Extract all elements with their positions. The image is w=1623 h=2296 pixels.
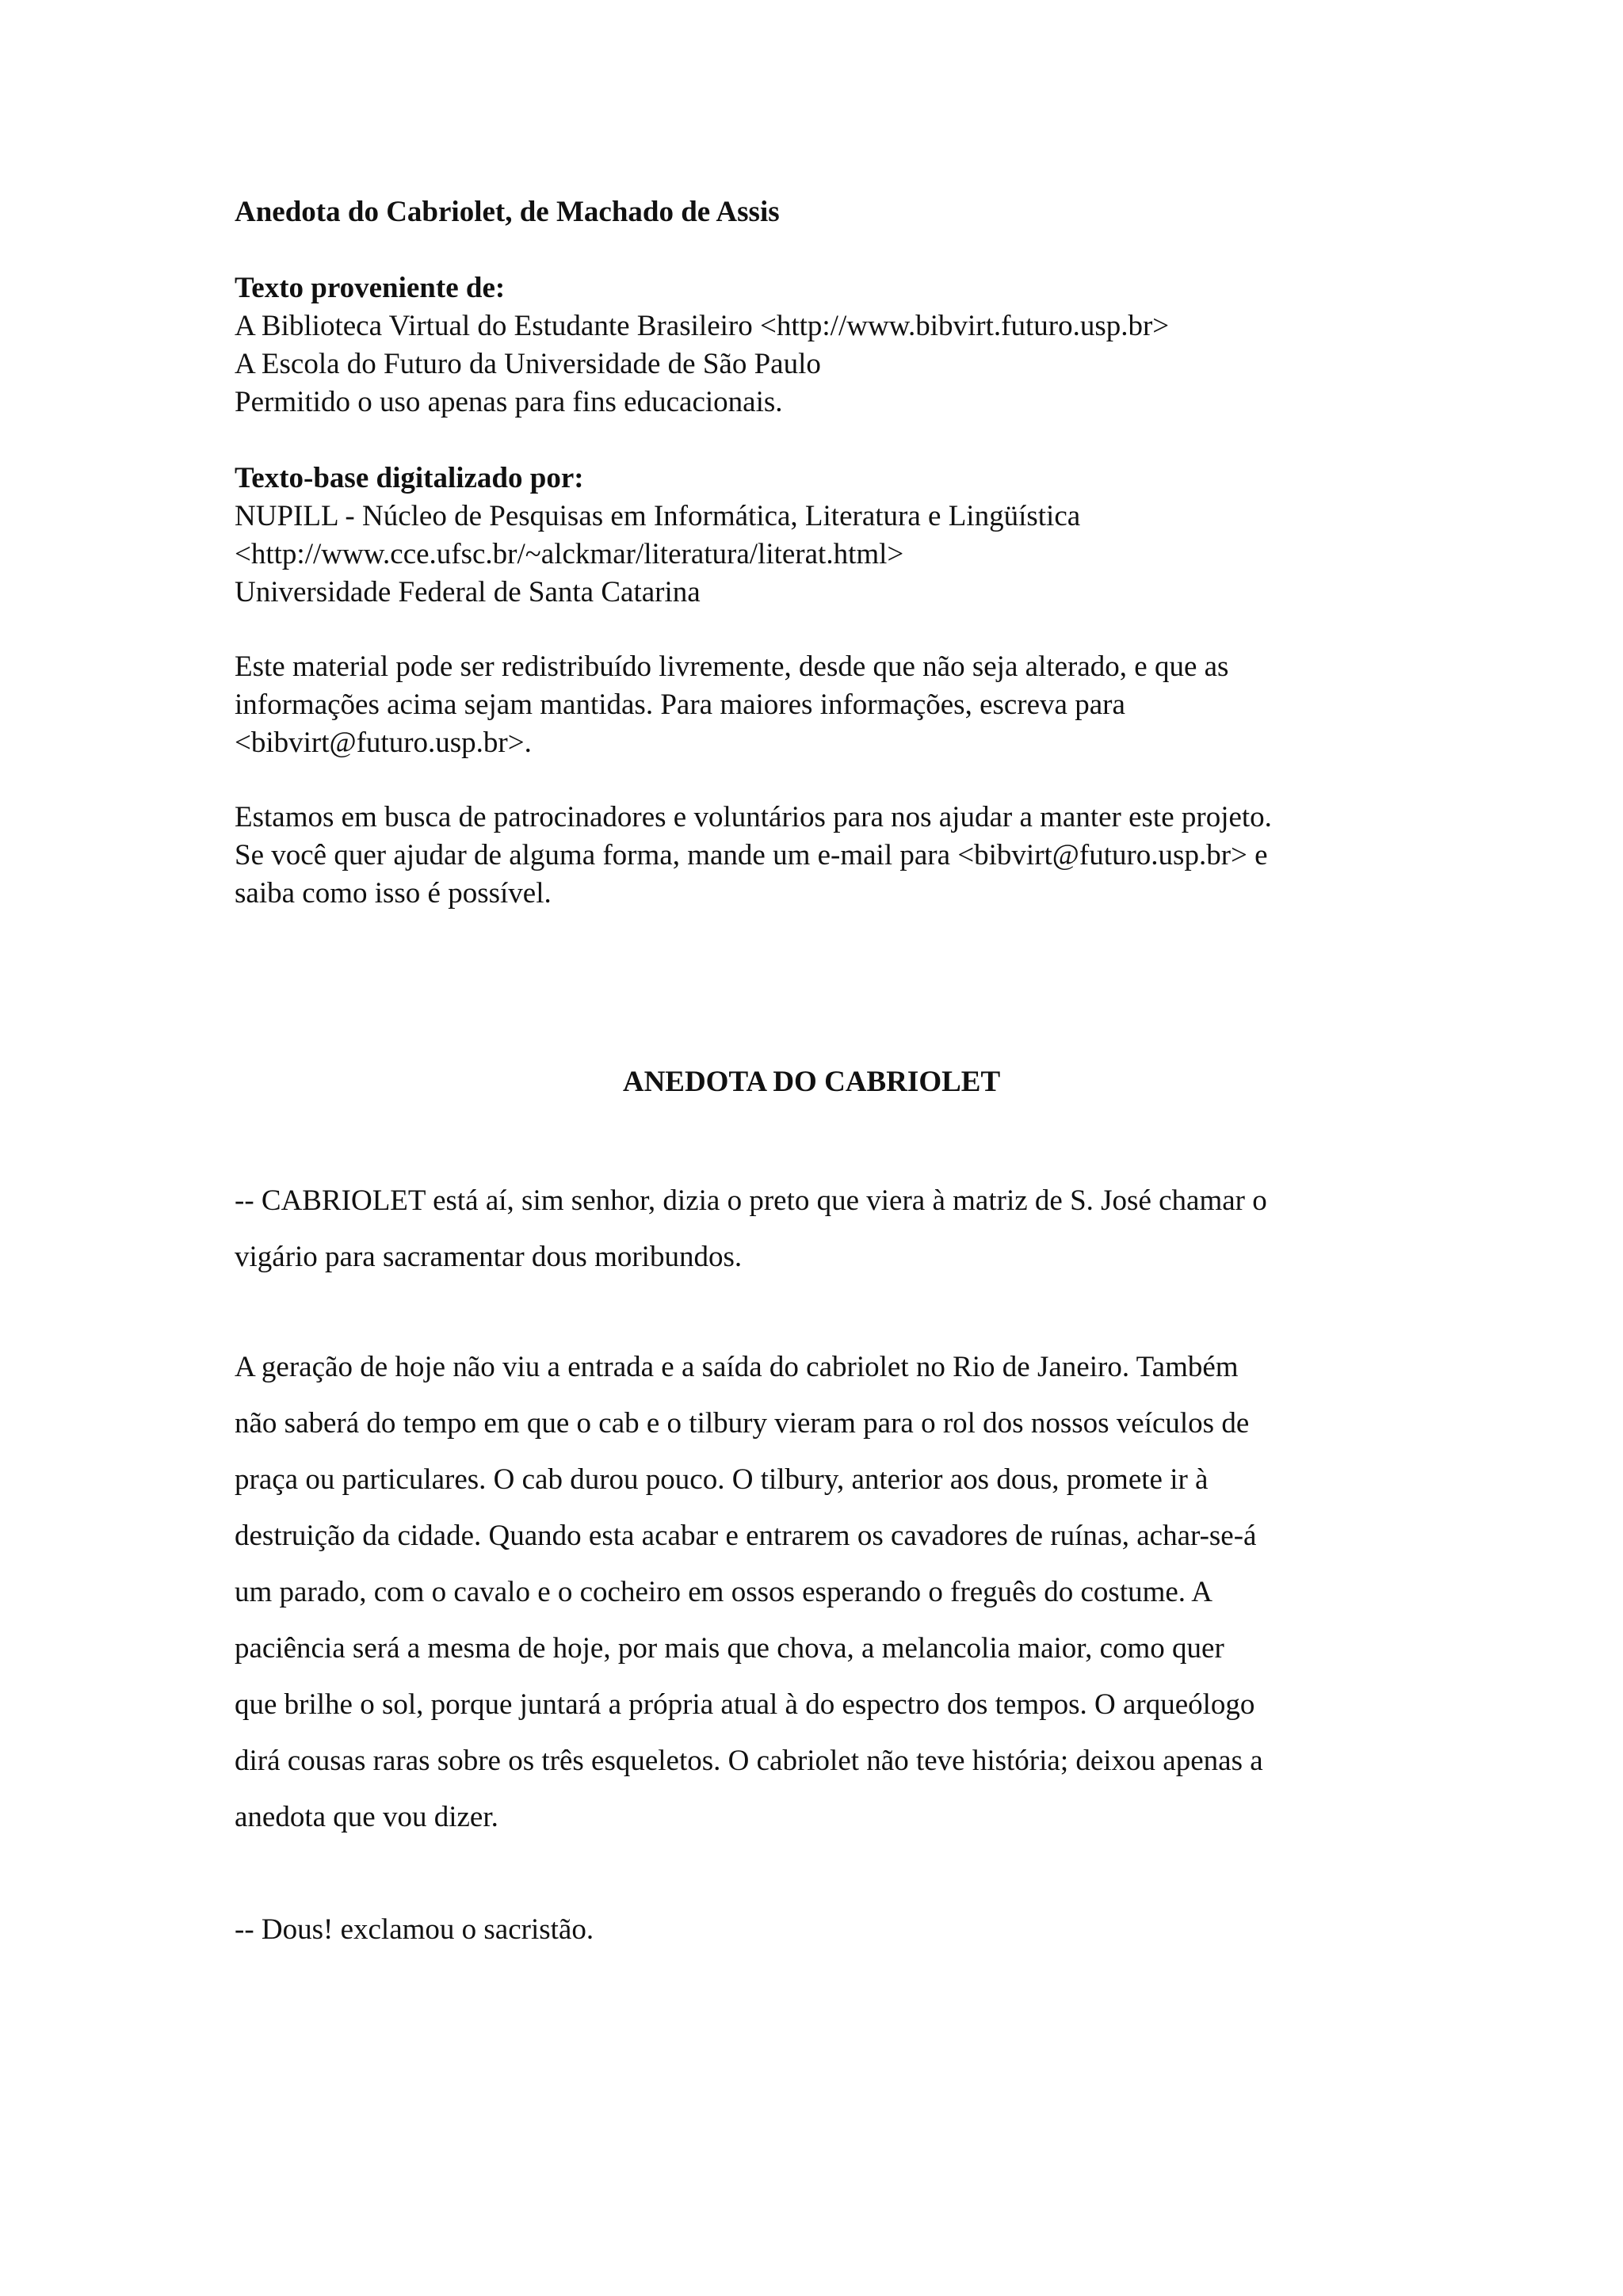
story-line: vigário para sacramentar dous moribundos.	[235, 1241, 743, 1273]
story-line: A geração de hoje não viu a entrada e a saída do cabriolet no Rio de Janeiro. Também	[235, 1351, 1239, 1383]
sponsor-line: Estamos em busca de patrocinadores e voluntários para nos ajudar a manter este projeto.	[235, 801, 1272, 833]
license-line: informações acima sejam mantidas. Para maiores informações, escreva para	[235, 688, 1125, 721]
license-section	[235, 648, 1423, 762]
source-section	[235, 269, 1423, 421]
license-line: <bibvirt@futuro.usp.br>.	[235, 727, 532, 759]
story-line: paciência será a mesma de hoje, por mais que chova, a melancolia maior, como quer	[235, 1632, 1224, 1665]
story-line: praça ou particulares. O cab durou pouco. O tilbury, anterior aos dous, promete ir à	[235, 1463, 1209, 1496]
story-paragraph-1	[235, 1173, 1423, 1285]
source-line: Permitido o uso apenas para fins educacionais.	[235, 386, 783, 418]
source-label: Texto proveniente de:	[235, 272, 506, 304]
story-line: destruição da cidade. Quando esta acabar e entrarem os cavadores de ruínas, achar-se-á	[235, 1520, 1257, 1552]
digitized-line: NUPILL - Núcleo de Pesquisas em Informática, Literatura e Lingüística	[235, 500, 1081, 532]
digitized-label: Texto-base digitalizado por:	[235, 462, 584, 494]
sponsor-line: Se você quer ajudar de alguma forma, mande um e-mail para <bibvirt@futuro.usp.br> e	[235, 839, 1268, 871]
story-line: um parado, com o cavalo e o cocheiro em ossos esperando o freguês do costume. A	[235, 1576, 1212, 1608]
story-line: -- Dous! exclamou o sacristão.	[235, 1913, 594, 1946]
story-line: não saberá do tempo em que o cab e o tilbury vieram para o rol dos nossos veículos de	[235, 1407, 1250, 1440]
source-line: A Escola do Futuro da Universidade de São Paulo	[235, 348, 821, 380]
story-line: dirá cousas raras sobre os três esqueletos. O cabriolet não teve história; deixou apenas a	[235, 1745, 1263, 1777]
story-line: anedota que vou dizer.	[235, 1801, 498, 1833]
story-line: -- CABRIOLET está aí, sim senhor, dizia o preto que viera à matriz de S. José chamar o	[235, 1184, 1267, 1217]
document-heading: Anedota do Cabriolet, de Machado de Assis	[235, 196, 780, 228]
story-paragraph-2	[235, 1339, 1423, 1845]
sponsor-section	[235, 799, 1423, 913]
story-title: ANEDOTA DO CABRIOLET	[622, 1066, 1001, 1098]
digitized-section	[235, 460, 1423, 612]
source-line: A Biblioteca Virtual do Estudante Brasileiro <http://www.bibvirt.futuro.usp.br>	[235, 310, 1170, 342]
sponsor-line: saiba como isso é possível.	[235, 877, 552, 910]
digitized-line: Universidade Federal de Santa Catarina	[235, 576, 701, 608]
license-line: Este material pode ser redistribuído livremente, desde que não seja alterado, e que as	[235, 650, 1229, 683]
story-paragraph-3	[235, 1901, 1423, 1958]
front-matter-heading-block	[235, 193, 1423, 231]
digitized-line: <http://www.cce.ufsc.br/~alckmar/literatura/literat.html>	[235, 538, 904, 570]
story-line: que brilhe o sol, porque juntará a própria atual à do espectro dos tempos. O arqueólogo	[235, 1688, 1255, 1721]
